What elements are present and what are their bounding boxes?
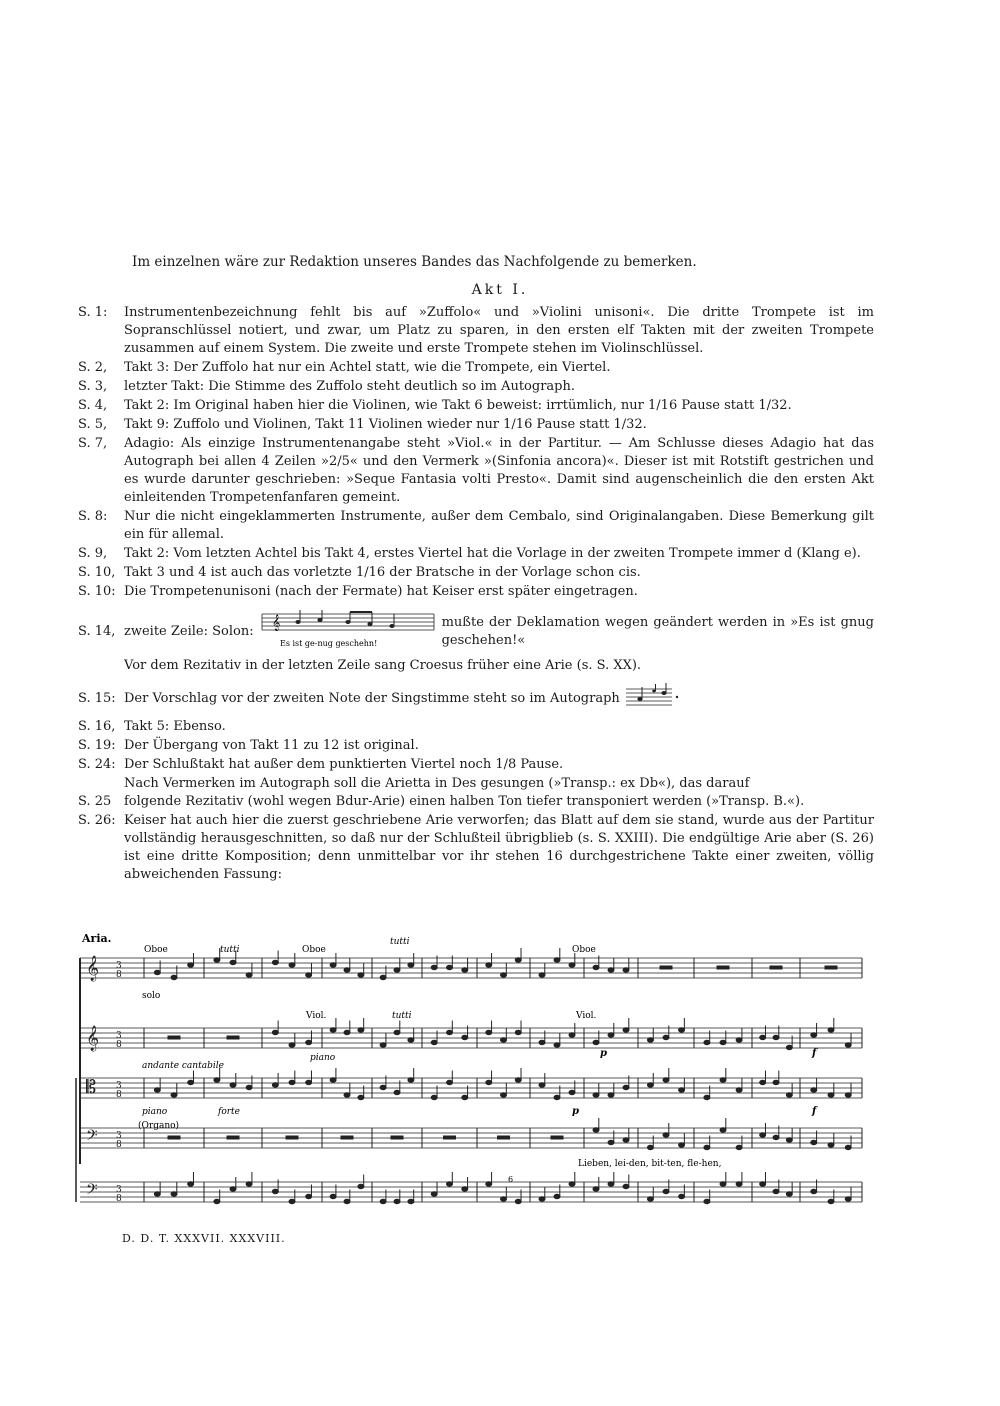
note-head-icon <box>647 1145 653 1149</box>
note-head-icon <box>608 1033 614 1037</box>
note-head-icon <box>773 1189 779 1193</box>
note-head-icon <box>623 1085 629 1089</box>
note-text: Takt 3: Der Zuffolo hat nur ein Achtel statt, wie die Trompete, ein Viertel. <box>124 360 611 375</box>
note-item <box>78 304 874 358</box>
note-head-icon <box>608 1093 614 1097</box>
note-text: Takt 9: Zuffolo und Violinen, Takt 11 Violinen wieder nur 1/16 Pause statt 1/32. <box>124 417 647 432</box>
rest-icon <box>444 1136 456 1139</box>
note-item <box>78 564 874 582</box>
time-signature-icon: 8 <box>116 1194 122 1204</box>
note-head-icon <box>380 975 386 979</box>
rest-icon <box>168 1136 180 1139</box>
note-head-icon <box>811 1140 817 1144</box>
note-head-icon <box>554 1043 560 1047</box>
note-item <box>78 359 874 377</box>
note-head-icon <box>358 973 364 977</box>
note-head-icon <box>272 1189 278 1193</box>
note-text: Adagio: Als einzige Instrumentenangabe steht »Viol.« in der Partitur. — Am Schlusse dieses Adagio hat das Autograph bei allen 4 Zeilen »2/5« und den Vermerk »(Sinfonia ancora)«. Dieser ist mit Rotstift gestrichen und es wurde darunter geschrieben: »Seque Fantasia volti Presto«. Damit sind augenscheinlich die den ersten Akt einleitenden Trompetenfanfaren gemeint. <box>124 436 874 505</box>
note-head-icon <box>647 1197 653 1201</box>
note-ref: S. 26: <box>78 813 116 828</box>
time-signature-icon: 8 <box>116 970 122 980</box>
note-head-icon <box>289 1199 295 1203</box>
note-head-icon <box>344 968 350 972</box>
note-text: Nur die nicht eingeklammerten Instrumente, außer dem Cembalo, sind Originalangaben. Diese Bemerkung gilt ein für allemal. <box>124 509 874 542</box>
note-head-icon <box>623 1138 629 1142</box>
act-title: Akt I. <box>471 282 529 298</box>
note-head-icon <box>289 1043 295 1047</box>
note-head-icon <box>501 1093 507 1097</box>
note-text: Der Schlußtakt hat außer dem punktierten Viertel noch 1/8 Pause. <box>124 757 564 772</box>
note-head-icon <box>623 1028 629 1032</box>
note-item <box>78 681 874 717</box>
note-head-icon <box>306 1080 312 1084</box>
clef-icon: 𝄢 <box>86 1181 98 1202</box>
note-item <box>78 545 874 563</box>
tempo-marking: andante cantabile <box>142 1061 224 1071</box>
note-head-icon <box>380 1199 386 1203</box>
note-head-icon <box>679 1194 685 1198</box>
note-head-icon <box>786 1045 792 1049</box>
note-head-icon <box>188 1080 194 1084</box>
note-head-icon <box>358 1028 364 1032</box>
note-item <box>78 608 874 656</box>
note-head-icon <box>720 1182 726 1186</box>
note-head-icon <box>569 963 575 967</box>
time-signature-icon: 3 <box>116 1081 122 1091</box>
note-head-icon <box>704 1040 710 1044</box>
note-head-icon <box>663 1078 669 1082</box>
note-head-icon <box>786 1192 792 1196</box>
note-head-icon <box>230 1187 236 1191</box>
note-head-icon <box>380 1043 386 1047</box>
note-text-after: mußte der Deklamation wegen geändert werden in »Es ist gnug geschehen!« <box>441 615 874 648</box>
note-ref: S. 8: <box>78 509 108 524</box>
note-ref: S. 4, <box>78 398 108 413</box>
note-head-icon <box>569 1033 575 1037</box>
note-head-icon <box>358 1095 364 1099</box>
note-head-icon <box>431 1192 437 1196</box>
note-head-icon <box>786 1093 792 1097</box>
note-head-icon <box>272 960 278 964</box>
note-head-icon <box>486 1080 492 1084</box>
note-head-icon <box>623 1184 629 1188</box>
footer-reference: D. D. T. XXXVII. XXXVIII. <box>122 1232 286 1245</box>
note-head-icon <box>786 1138 792 1142</box>
note-head-icon <box>736 1038 742 1042</box>
rest-icon <box>770 966 782 969</box>
note-head-icon <box>408 1199 414 1203</box>
rest-icon <box>341 1136 353 1139</box>
note-head-icon <box>272 1083 278 1087</box>
note-ref: S. 5, <box>78 417 108 432</box>
note-ref: S. 24: <box>78 757 116 772</box>
note-head-icon <box>154 970 160 974</box>
note-head-icon <box>704 1199 710 1203</box>
note-head-icon <box>394 1030 400 1034</box>
note-head-icon <box>593 1093 599 1097</box>
note-head-icon <box>760 1035 766 1039</box>
note-head-icon <box>845 1145 851 1149</box>
note-head-icon <box>569 1090 575 1094</box>
note-head-icon <box>539 1197 545 1201</box>
note-head-icon <box>501 1197 507 1201</box>
note-head-icon <box>736 1088 742 1092</box>
note-head-icon <box>736 1182 742 1186</box>
time-signature-icon: 8 <box>116 1040 122 1050</box>
note-head-icon <box>720 1128 726 1132</box>
note-head-icon <box>380 1085 386 1089</box>
note-head-icon <box>462 1187 468 1191</box>
note-head-icon <box>394 1199 400 1203</box>
note-head-icon <box>760 1080 766 1084</box>
note-head-icon <box>171 975 177 979</box>
note-head-icon <box>214 1078 220 1082</box>
note-head-icon <box>679 1143 685 1147</box>
mark-organo: (Organo) <box>138 1121 180 1131</box>
note-head-icon <box>623 968 629 972</box>
mark-viol: Viol. <box>306 1011 327 1021</box>
note-head-icon <box>431 1095 437 1099</box>
note-text: Instrumentenbezeichnung fehlt bis auf »Zuffolo« und »Violini unisoni«. Die dritte Trompete ist im Sopranschlüssel notiert, und zwar, um Platz zu sparen, in den ersten elf Takten mit der zweiten Trompete zusammen auf einem System. Die zweite und erste Trompete stehen im Violinschlüssel. <box>124 305 874 356</box>
note-text: Takt 5: Ebenso. <box>124 719 226 734</box>
note-head-icon <box>394 968 400 972</box>
note-item <box>78 508 874 544</box>
note-head-icon <box>663 1035 669 1039</box>
note-head-icon <box>773 1035 779 1039</box>
note-head-icon <box>647 1038 653 1042</box>
note-head-icon <box>515 958 521 962</box>
note-ref: S. 19: <box>78 738 116 753</box>
note-head-icon <box>554 958 560 962</box>
note-head-icon <box>486 1182 492 1186</box>
rest-icon <box>391 1136 403 1139</box>
note-head-icon <box>447 965 453 969</box>
note-head-icon <box>408 963 414 967</box>
note-head-icon <box>230 1083 236 1087</box>
note-head-icon <box>289 963 295 967</box>
note-ref: S. 10: <box>78 584 116 599</box>
note-head-icon <box>230 960 236 964</box>
mark-forte: forte <box>218 1107 240 1117</box>
vocal-lyrics: Lieben, lei-den, bit-ten, fle-hen, <box>578 1159 722 1169</box>
note-head-icon <box>344 1199 350 1203</box>
note-head-icon <box>447 1030 453 1034</box>
note-head-icon <box>845 1197 851 1201</box>
rest-icon <box>498 1136 510 1139</box>
note-head-icon <box>246 1085 252 1089</box>
note-head-icon <box>188 963 194 967</box>
clef-icon: 𝄢 <box>86 1127 98 1148</box>
svg-text:𝄞: 𝄞 <box>271 615 280 631</box>
note-ref: S. 3, <box>78 379 108 394</box>
note-head-icon <box>663 1189 669 1193</box>
note-head-icon <box>593 1040 599 1044</box>
rest-icon <box>168 1036 180 1039</box>
note-text: Takt 3 und 4 ist auch das vorletzte 1/16 der Bratsche in der Vorlage schon cis. <box>124 565 641 580</box>
mark-oboe: Oboe <box>144 945 168 955</box>
note-head-icon <box>171 1192 177 1196</box>
note-text: Takt 2: Vom letzten Achtel bis Takt 4, erstes Viertel hat die Vorlage in der zweiten Trompete immer d (Klang e). <box>124 546 861 561</box>
note-head-icon <box>408 1078 414 1082</box>
note-head-icon <box>845 1043 851 1047</box>
note-ref: S. 1: <box>78 305 108 320</box>
note-head-icon <box>289 1080 295 1084</box>
note-item <box>78 756 874 774</box>
mark-tutti: tutti <box>390 937 410 947</box>
note-head-icon <box>330 963 336 967</box>
clef-icon: 𝄞 <box>86 956 100 981</box>
note-head-icon <box>515 1078 521 1082</box>
note-head-icon <box>539 1040 545 1044</box>
note-head-icon <box>679 1088 685 1092</box>
note-head-icon <box>214 1199 220 1203</box>
note-head-icon <box>272 1030 278 1034</box>
note-head-icon <box>515 1199 521 1203</box>
note-ref: S. 7, <box>78 436 108 451</box>
note-head-icon <box>330 1028 336 1032</box>
note-head-icon <box>760 1133 766 1137</box>
rest-icon <box>227 1136 239 1139</box>
note-head-icon <box>306 973 312 977</box>
note-head-icon <box>214 958 220 962</box>
note-head-icon <box>394 1090 400 1094</box>
note-text <box>124 608 874 656</box>
note-head-icon <box>344 1093 350 1097</box>
note-head-icon <box>486 1030 492 1034</box>
mark-p: p <box>572 1106 579 1117</box>
note-head-icon <box>431 1040 437 1044</box>
note-head-icon <box>306 1194 312 1198</box>
note-head-icon <box>246 973 252 977</box>
time-signature-icon: 3 <box>116 1185 122 1195</box>
note-head-icon <box>330 1194 336 1198</box>
mark-tutti: tutti <box>392 1011 412 1021</box>
note-head-icon <box>462 968 468 972</box>
rest-icon <box>717 966 729 969</box>
note-head-icon <box>486 963 492 967</box>
time-signature-icon: 8 <box>116 1140 122 1150</box>
note-head-icon <box>515 1030 521 1034</box>
note-head-icon <box>539 1083 545 1087</box>
note-item <box>78 737 874 755</box>
note-ref: S. 9, <box>78 546 108 561</box>
time-signature-icon: 8 <box>116 1090 122 1100</box>
note-head-icon <box>760 1182 766 1186</box>
notes-list <box>78 304 874 885</box>
note-head-icon <box>647 1083 653 1087</box>
note-head-icon <box>720 1040 726 1044</box>
music-example-lyric: Es ist ge-nug geschehn! <box>279 639 377 648</box>
note-text: Nach Vermerken im Autograph soll die Arietta in Des gesungen (»Transp.: ex Db«), das darauf <box>124 776 750 791</box>
intro-line: Im einzelnen wäre zur Redaktion unseres Bandes das Nachfolgende zu bemerken. <box>132 254 697 270</box>
note-head-icon <box>828 1143 834 1147</box>
note-text: Die Trompetenunisoni (nach der Fermate) hat Keiser erst später eingetragen. <box>124 584 638 599</box>
note-head-icon <box>811 1189 817 1193</box>
note-head-icon <box>593 1128 599 1132</box>
note-head-icon <box>569 1182 575 1186</box>
note-item <box>78 812 874 884</box>
note-head-icon <box>593 1187 599 1191</box>
note-text: folgende Rezitativ (wohl wegen Bdur-Arie) einen halben Ton tiefer transponiert werden (»Transp. B.«). <box>124 794 805 809</box>
music-example-appoggiatura <box>624 681 680 717</box>
note-text: Der Übergang von Takt 11 zu 12 ist original. <box>124 738 419 753</box>
music-example-solon <box>258 608 438 656</box>
clef-icon: 𝄡 <box>86 1077 97 1098</box>
figured-bass: 6 <box>508 1175 514 1184</box>
note-text: Keiser hat auch hier die zuerst geschriebene Arie verworfen; das Blatt auf dem sie stand, wurde aus der Partitur vollständig herausgeschnitten, so daß nur der Schlußteil übrigblieb (s. S. XXIII). Die endgültige Arie aber (S. 26) ist eine dritte Komposition; denn unmittelbar vor ihr stehen 16 durchgestrichene Takte einer zweiten, völlig abweichenden Fassung: <box>124 813 874 882</box>
note-head-icon <box>447 1182 453 1186</box>
note-item <box>78 793 874 811</box>
mark-oboe: Oboe <box>572 945 596 955</box>
note-head-icon <box>704 1095 710 1099</box>
mark-solo: solo <box>142 991 161 1001</box>
note-head-icon <box>554 1194 560 1198</box>
rest-icon <box>227 1036 239 1039</box>
note-head-icon <box>462 1095 468 1099</box>
note-head-icon <box>663 1133 669 1137</box>
mark-piano: piano <box>310 1053 336 1063</box>
note-head-icon <box>608 1182 614 1186</box>
mark-tutti: tutti <box>220 945 240 955</box>
note-ref: S. 15: <box>78 691 116 706</box>
note-head-icon <box>330 1078 336 1082</box>
note-item <box>78 718 874 736</box>
note-head-icon <box>501 973 507 977</box>
note-text-inner: Der Vorschlag vor der zweiten Note der Singstimme steht so im Autograph <box>124 691 620 706</box>
note-head-icon <box>828 1093 834 1097</box>
note-head-icon <box>306 1040 312 1044</box>
mark-piano: piano <box>142 1107 168 1117</box>
note-head-icon <box>462 1035 468 1039</box>
note-text: Vor dem Rezitativ in der letzten Zeile sang Croesus früher eine Arie (s. S. XX). <box>124 658 642 673</box>
rest-icon <box>286 1136 298 1139</box>
note-ref: S. 14, <box>78 624 116 639</box>
note-head-icon <box>593 965 599 969</box>
mark-f: f <box>812 1106 817 1117</box>
note-item <box>78 378 874 396</box>
note-head-icon <box>539 973 545 977</box>
note-head-icon <box>828 1028 834 1032</box>
mark-f: f <box>812 1048 817 1059</box>
note-head-icon <box>773 1135 779 1139</box>
note-head-icon <box>171 1093 177 1097</box>
time-signature-icon: 3 <box>116 1031 122 1041</box>
note-item <box>78 397 874 415</box>
note-head-icon <box>408 1038 414 1042</box>
note-head-icon <box>608 968 614 972</box>
music-score <box>72 930 872 1229</box>
time-signature-icon: 3 <box>116 1131 122 1141</box>
note-head-icon <box>358 1184 364 1188</box>
time-signature-icon: 3 <box>116 961 122 971</box>
note-head-icon <box>679 1028 685 1032</box>
note-head-icon <box>154 1088 160 1092</box>
note-head-icon <box>154 1192 160 1196</box>
note-head-icon <box>773 1080 779 1084</box>
mark-viol: Viol. <box>576 1011 597 1021</box>
mark-oboe: Oboe <box>302 945 326 955</box>
note-head-icon <box>828 1199 834 1203</box>
clef-icon: 𝄞 <box>86 1026 100 1051</box>
rest-icon <box>551 1136 563 1139</box>
note-head-icon <box>246 1182 252 1186</box>
note-head-icon <box>501 1038 507 1042</box>
note-text: Takt 2: Im Original haben hier die Violinen, wie Takt 6 beweist: irrtümlich, nur 1/16 Pause statt 1/32. <box>124 398 792 413</box>
note-head-icon <box>554 1095 560 1099</box>
note-head-icon <box>811 1033 817 1037</box>
score-title: Aria. <box>82 932 112 945</box>
rest-icon <box>825 966 837 969</box>
note-ref: S. 2, <box>78 360 108 375</box>
note-head-icon <box>447 1080 453 1084</box>
note-item <box>78 416 874 434</box>
note-item <box>78 435 874 507</box>
note-ref: S. 16, <box>78 719 116 734</box>
note-head-icon <box>431 965 437 969</box>
mark-p: p <box>600 1048 607 1059</box>
note-ref: S. 25 <box>78 794 112 809</box>
note-head-icon <box>720 1078 726 1082</box>
note-head-icon <box>704 1145 710 1149</box>
note-head-icon <box>608 1140 614 1144</box>
note-head-icon <box>188 1182 194 1186</box>
note-head-icon <box>344 1030 350 1034</box>
note-head-icon <box>811 1088 817 1092</box>
note-head-icon <box>736 1145 742 1149</box>
note-text <box>124 681 874 717</box>
note-text-before: zweite Zeile: Solon: <box>124 624 254 639</box>
note-text: letzter Takt: Die Stimme des Zuffolo steht deutlich so im Autograph. <box>124 379 575 394</box>
note-item <box>78 583 874 601</box>
rest-icon <box>660 966 672 969</box>
note-ref: S. 10, <box>78 565 116 580</box>
note-head-icon <box>845 1093 851 1097</box>
